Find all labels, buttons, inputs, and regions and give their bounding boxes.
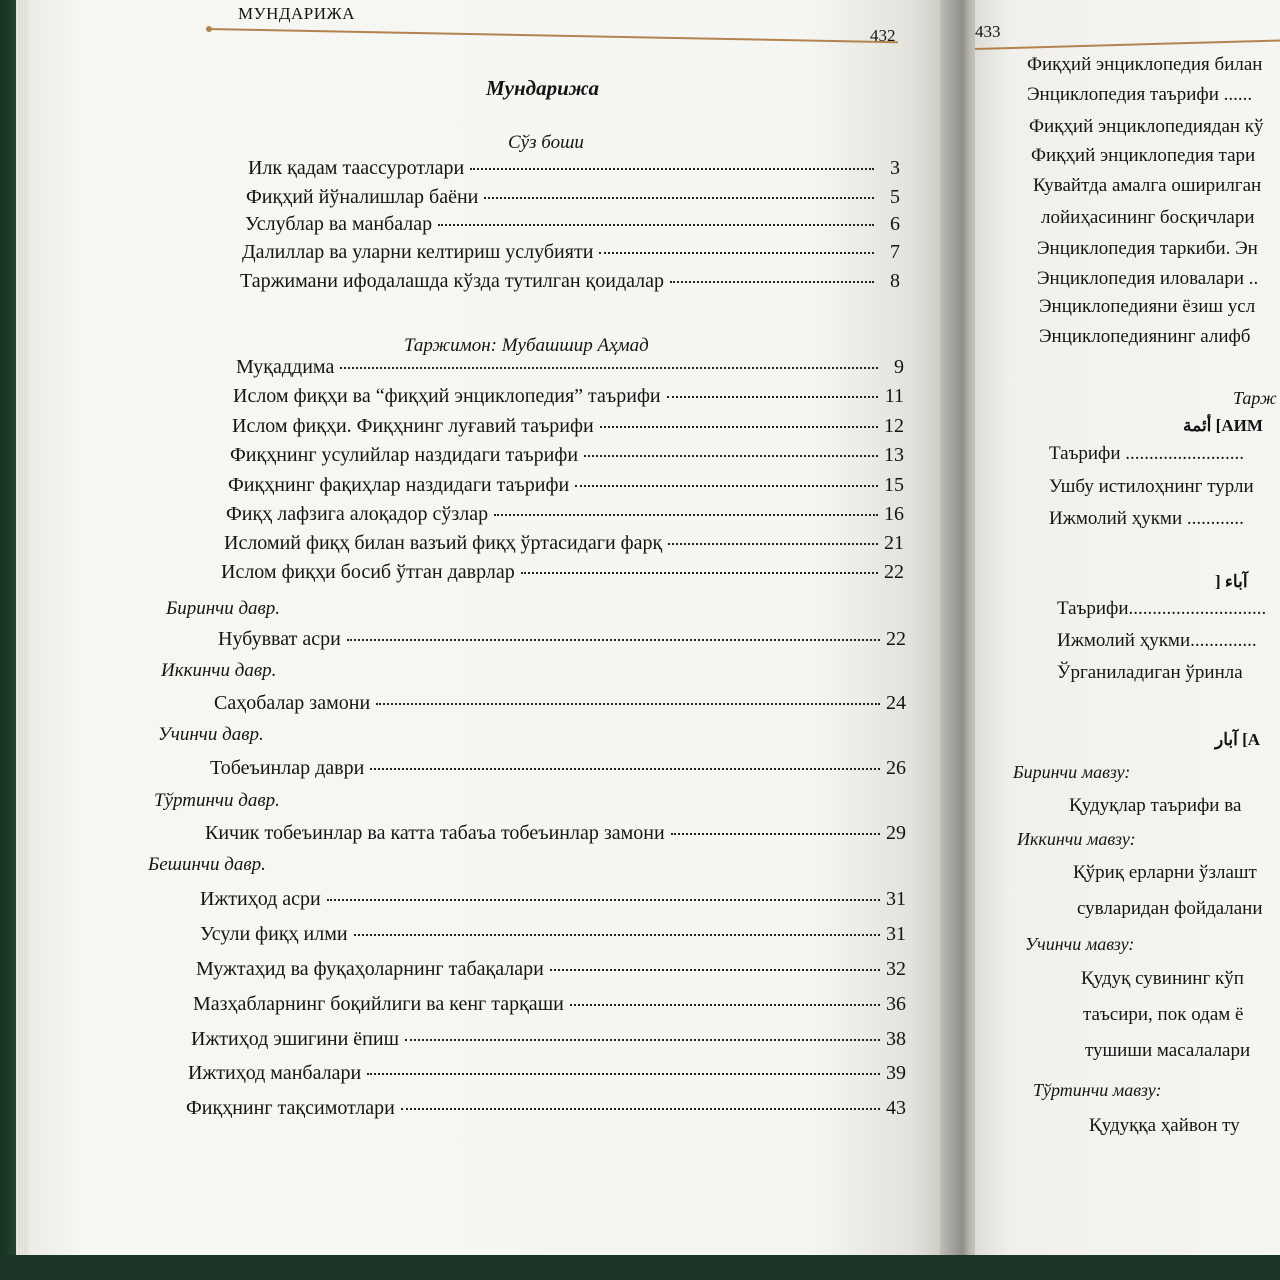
toc-entry-page: 7 [890, 241, 900, 263]
toc-entry-title: Кичик тобеъинлар ва катта табаъа тобеъинлар замони [205, 822, 665, 844]
right-page [975, 0, 1280, 1262]
toc-entry-partial: Таърифи ......................... [1049, 443, 1245, 464]
toc-entry-title: Ислом фиқҳи. Фиқҳнинг луғавий таърифи [232, 415, 594, 437]
dot-leader [405, 1039, 880, 1041]
toc-entry-title: Услублар ва манбалар [245, 213, 433, 235]
toc-entry-page: 22 [884, 561, 904, 583]
dot-leader [484, 197, 874, 199]
toc-entry [245, 213, 900, 241]
topic-label: Иккинчи мавзу: [1017, 829, 1136, 849]
toc-entry-page: 16 [884, 503, 904, 525]
running-head: МУНДАРИЖА [238, 4, 356, 23]
toc-entry-page: 36 [886, 993, 906, 1015]
dot-leader [671, 833, 880, 835]
topic-label: Тўртинчи мавзу: [1033, 1080, 1162, 1100]
topic-line: Қудуқлар таърифи ва [1069, 795, 1242, 816]
toc-entry [200, 888, 906, 916]
dot-leader [367, 1073, 880, 1075]
period-label: Иккинчи давр. [161, 660, 277, 681]
toc-entry-title: Фиқҳнинг тақсимотлари [186, 1097, 395, 1119]
header-rule-right [975, 39, 1280, 50]
topic-line: таъсири, пок одам ё [1083, 1004, 1244, 1025]
toc-entry-title: Ислом фиқҳи босиб ўтган даврлар [221, 561, 515, 583]
toc-entry-title: Усули фиқҳ илми [200, 923, 348, 945]
toc-entry [248, 157, 900, 185]
toc-entry-page: 29 [886, 822, 906, 844]
page-number: 432 [870, 26, 896, 45]
toc-entry-title: Илк қадам таассуротлари [248, 157, 465, 179]
toc-entry-title: Мужтаҳид ва фуқаҳоларнинг табақалари [196, 958, 544, 980]
toc-entry [232, 415, 904, 443]
bottom-binding [0, 1255, 1280, 1280]
toc-entry-page: 38 [886, 1028, 906, 1050]
dot-leader [521, 572, 878, 574]
toc-entry-page: 31 [886, 923, 906, 945]
dot-leader [494, 514, 878, 516]
toc-entry-title: Далиллар ва уларни келтириш услубияти [242, 241, 594, 263]
page-number-right: 433 [975, 22, 1001, 41]
toc-entry-title: Фиқҳнинг фақиҳлар наздидаги таърифи [228, 474, 570, 496]
left-page [28, 0, 948, 1262]
toc-entry-page: 31 [886, 888, 906, 910]
toc-entry-page: 32 [886, 958, 906, 980]
dot-leader [370, 768, 880, 770]
toc-entry-title: Муқаддима [236, 356, 335, 378]
topic-line: Қудуққа ҳайвон ту [1089, 1115, 1240, 1136]
toc-entry [191, 1028, 906, 1056]
toc-entry-page: 8 [890, 270, 900, 292]
heading-aimma: أئمة [АИМ [1183, 416, 1263, 435]
toc-entry-page: 26 [886, 757, 906, 779]
toc-entry [240, 270, 900, 298]
toc-entry-page: 24 [886, 692, 906, 714]
toc-entry-partial: Энциклопедия таърифи ...... [1027, 84, 1253, 105]
toc-entry-partial: Энциклопедиянинг алифб [1039, 326, 1251, 347]
dot-leader [401, 1108, 880, 1110]
page-title: Мундарижа [486, 76, 599, 100]
toc-entry [224, 532, 904, 560]
toc-entry [193, 993, 906, 1021]
toc-entry-title: Нубувват асри [218, 628, 341, 650]
topic-line: Қудуқ сувининг кўп [1081, 968, 1244, 989]
toc-entry [221, 561, 904, 589]
section-translator-partial: Тарж [1233, 388, 1277, 408]
dot-leader [575, 485, 878, 487]
header-rule [208, 28, 898, 43]
toc-entry-title: Ижтиҳод манбалари [188, 1062, 362, 1084]
period-label: Биринчи давр. [166, 598, 281, 619]
topic-line: тушиши масалалари [1085, 1040, 1251, 1061]
period-label: Бешинчи давр. [148, 854, 266, 875]
toc-entry [196, 958, 906, 986]
toc-entry-page: 5 [890, 186, 900, 208]
toc-entry-page: 22 [886, 628, 906, 650]
dot-leader [670, 281, 874, 283]
toc-entry [186, 1097, 906, 1125]
toc-entry-page: 21 [884, 532, 904, 554]
toc-entry-title: Саҳобалар замони [214, 692, 371, 714]
toc-entry [205, 822, 906, 850]
toc-entry [200, 923, 906, 951]
dot-leader [327, 899, 880, 901]
toc-entry-page: 6 [890, 213, 900, 235]
toc-entry [218, 628, 906, 656]
period-label: Учинчи давр. [158, 724, 264, 745]
section-foreword-heading: Сўз боши [508, 132, 584, 153]
dot-leader [584, 455, 878, 457]
toc-entry [214, 692, 906, 720]
toc-entry-page: 13 [884, 444, 904, 466]
toc-entry-page: 39 [886, 1062, 906, 1084]
toc-entry [226, 503, 904, 531]
toc-entry-partial: Фиқҳий энциклопедиядан кў [1029, 116, 1264, 137]
dot-leader [599, 252, 874, 254]
dot-leader [347, 639, 880, 641]
toc-entry-title: Ижтиҳод эшигини ёпиш [191, 1028, 399, 1050]
dot-leader [376, 703, 880, 705]
topic-line: Қўриқ ерларни ўзлашт [1073, 862, 1257, 883]
toc-entry [242, 241, 900, 269]
toc-entry [210, 757, 906, 785]
toc-entry-partial: Кувайтда амалга оширилган [1033, 175, 1262, 196]
toc-entry-title: Фиқҳий йўналишлар баёни [246, 186, 479, 208]
toc-entry [188, 1062, 906, 1090]
toc-entry-partial: Фиқҳий энциклопедия тари [1031, 145, 1256, 166]
dot-leader [668, 543, 878, 545]
toc-entry-partial: Ижмолий ҳукми ............ [1049, 508, 1244, 529]
toc-entry-page: 43 [886, 1097, 906, 1119]
toc-entry-page: 11 [884, 385, 904, 407]
toc-entry [233, 385, 904, 413]
toc-entry-partial: Ўрганиладиган ўринла [1057, 662, 1243, 683]
toc-entry-partial: Фиқҳий энциклопедия билан [1027, 54, 1263, 75]
toc-entry-partial: Энциклопедия иловалари .. [1037, 268, 1259, 289]
toc-entry-title: Тобеъинлар даври [210, 757, 365, 779]
toc-entry-page: 9 [894, 356, 904, 378]
dot-leader [600, 426, 878, 428]
topic-label: Учинчи мавзу: [1025, 934, 1135, 954]
toc-entry-title: Мазҳабларнинг боқийлиги ва кенг тарқаши [193, 993, 564, 1015]
toc-entry [246, 186, 900, 214]
dot-leader [354, 934, 880, 936]
period-label: Тўртинчи давр. [154, 790, 280, 811]
toc-entry [228, 474, 904, 502]
dot-leader [550, 969, 880, 971]
toc-entry-title: Ислом фиқҳи ва “фиқҳий энциклопедия” таърифи [233, 385, 661, 407]
toc-entry-partial: Ушбу истилоҳнинг турли [1049, 476, 1254, 497]
heading-abar: آبار [А [1215, 730, 1261, 749]
dot-leader [667, 396, 878, 398]
toc-entry-partial: Энциклопедия таркиби. Эн [1037, 238, 1258, 259]
dot-leader [340, 367, 878, 369]
dot-leader [470, 168, 874, 170]
toc-entry-title: Таржимани ифодалашда кўзда тутилган қоидалар [240, 270, 665, 292]
dot-leader [570, 1004, 880, 1006]
toc-entry-partial: Таърифи............................. [1057, 598, 1267, 619]
heading-abaa: ] آباء [1215, 572, 1248, 591]
toc-entry-page: 15 [884, 474, 904, 496]
toc-entry-title: Фиқҳ лафзига алоқадор сўзлар [226, 503, 489, 525]
dot-leader [438, 224, 874, 226]
toc-entry-page: 3 [890, 157, 900, 179]
toc-entry [236, 356, 904, 384]
toc-entry-title: Ижтиҳод асри [200, 888, 321, 910]
toc-entry [230, 444, 904, 472]
topic-line: сувларидан фойдалани [1077, 898, 1263, 919]
toc-entry-partial: лойиҳасининг босқичлари [1041, 207, 1255, 228]
toc-entry-title: Фиқҳнинг усулийлар наздидаги таърифи [230, 444, 579, 466]
toc-entry-partial: Ижмолий ҳукми.............. [1057, 630, 1257, 651]
toc-entry-partial: Энциклопедияни ёзиш усл [1039, 296, 1256, 317]
toc-entry-page: 12 [884, 415, 904, 437]
topic-label: Биринчи мавзу: [1013, 762, 1131, 782]
toc-entry-title: Исломий фиқҳ билан вазъий фиқҳ ўртасидаги фарқ [224, 532, 663, 554]
section-translator-heading: Таржимон: Мубашшир Аҳмад [404, 335, 649, 356]
